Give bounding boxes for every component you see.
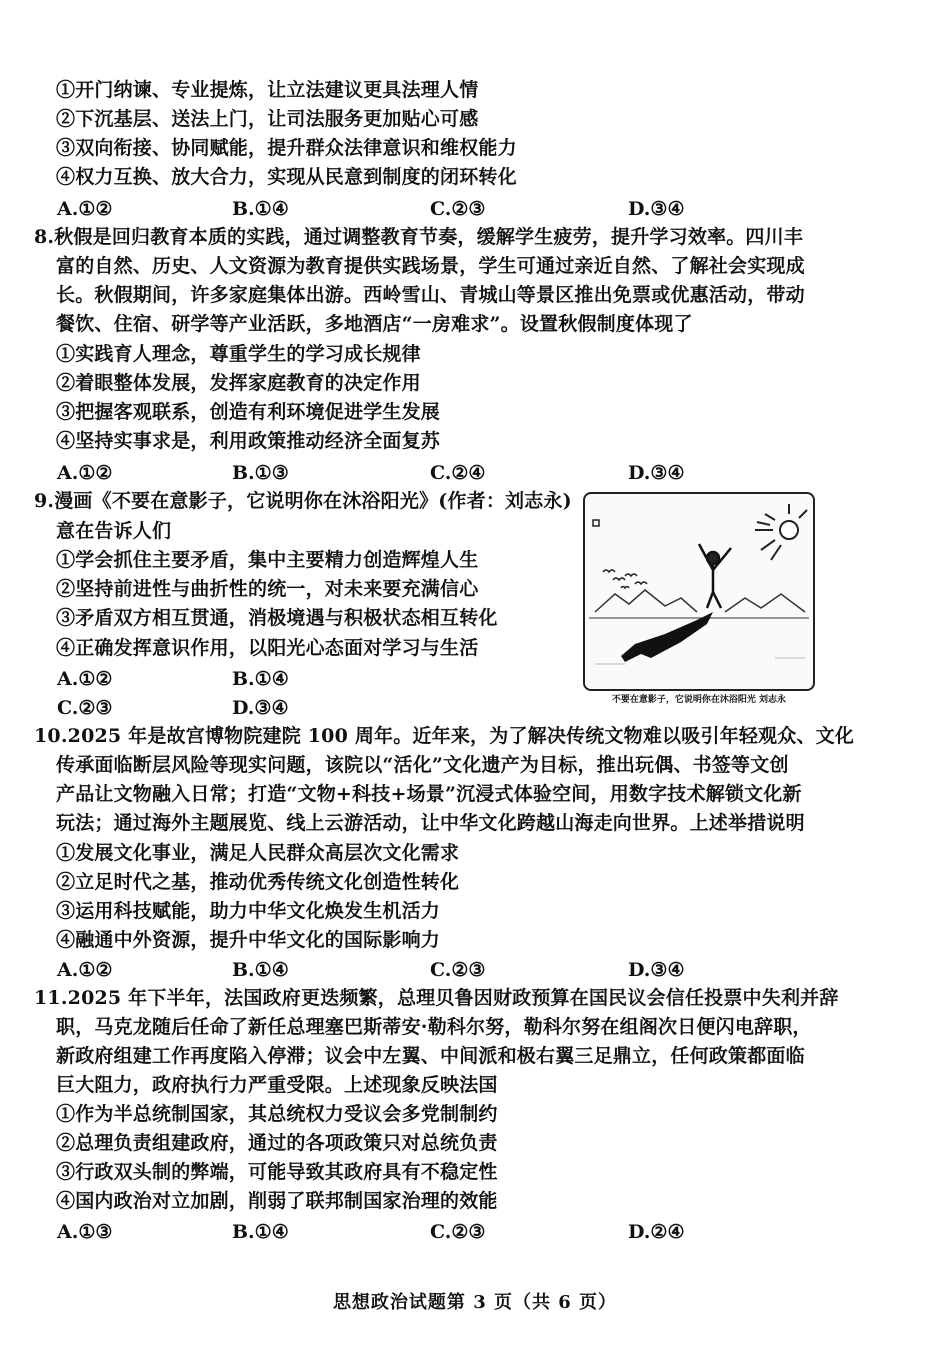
q10-statement-2: ②立足时代之基，推动优秀传统文化创造性转化 [56, 871, 460, 893]
q10-choice-d: D.③④ [628, 959, 685, 981]
q8-statement-2: ②着眼整体发展，发挥家庭教育的决定作用 [56, 372, 421, 394]
q7-statement-3: ③双向衔接、协同赋能，提升群众法律意识和维权能力 [56, 137, 517, 159]
q7-statement-2: ②下沉基层、送法上门，让司法服务更加贴心可感 [56, 108, 479, 130]
cartoon-drawing [585, 494, 813, 689]
q8-choice-b: B.①③ [232, 462, 289, 484]
q11-statement-1: ①作为半总统制国家，其总统权力受议会多党制制约 [56, 1103, 498, 1125]
q11-choice-c: C.②③ [430, 1221, 486, 1243]
q10-choice-a: A.①② [57, 959, 113, 981]
q10-statement-3: ③运用科技赋能，助力中华文化焕发生机活力 [56, 900, 441, 922]
birds-icon [603, 570, 647, 588]
person-figure-icon [699, 544, 731, 608]
q7-choice-b: B.①④ [232, 198, 289, 220]
q8-choice-d: D.③④ [628, 462, 685, 484]
q8-statement-3: ③把握客观联系，创造有利环境促进学生发展 [56, 401, 441, 423]
q10-statement-1: ①发展文化事业，满足人民群众高层次文化需求 [56, 842, 460, 864]
q9-statement-4: ④正确发挥意识作用，以阳光心态面对学习与生活 [56, 637, 479, 659]
q9-stem-line-2: 意在告诉人们 [56, 520, 172, 542]
q11-stem-line-2: 职，马克龙随后任命了新任总理塞巴斯蒂安·勒科尔努，勒科尔努在组阁次日便闪电辞职， [56, 1016, 812, 1038]
q10-statement-4: ④融通中外资源，提升中华文化的国际影响力 [56, 929, 441, 951]
q8-choice-c: C.②④ [430, 462, 486, 484]
q9-stem-line-1: 9.漫画《不要在意影子，它说明你在沐浴阳光》(作者：刘志永) [34, 490, 572, 512]
q11-choice-b: B.①④ [232, 1221, 289, 1243]
q7-choice-c: C.②③ [430, 198, 486, 220]
q10-stem-line-2: 传承面临断层风险等现实问题，该院以“活化”文化遗产为目标，推出玩偶、书签等文创 [56, 754, 789, 776]
q8-choice-a: A.①② [57, 462, 113, 484]
q9-choice-c: C.②③ [57, 697, 113, 719]
q9-statement-1: ①学会抓住主要矛盾，集中主要精力创造辉煌人生 [56, 549, 479, 571]
q9-statement-3: ③矛盾双方相互贯通，消极境遇与积极状态相互转化 [56, 607, 498, 629]
q10-choice-c: C.②③ [430, 959, 486, 981]
q10-stem-line-3: 产品让文物融入日常；打造“文物+科技+场景”沉浸式体验空间，用数字技术解锁文化新 [56, 783, 802, 805]
q10-stem-line-1: 10.2025 年是故宫博物院建院 100 周年。近年来，为了解决传统文物难以吸引年轻观众、文化 [34, 725, 855, 747]
q11-stem-line-4: 巨大阻力，政府执行力严重受限。上述现象反映法国 [56, 1074, 498, 1096]
q8-statement-4: ④坚持实事求是，利用政策推动经济全面复苏 [56, 430, 441, 452]
cartoon-illustration [583, 492, 815, 691]
mountains-icon [589, 590, 809, 618]
q7-statement-4: ④权力互换、放大合力，实现从民意到制度的闭环转化 [56, 166, 517, 188]
q7-statement-1: ①开门纳谏、专业提炼，让立法建议更具法理人情 [56, 79, 479, 101]
q8-statement-1: ①实践育人理念，尊重学生的学习成长规律 [56, 343, 421, 365]
q8-stem-line-1: 8.秋假是回归教育本质的实践，通过调整教育节奏，缓解学生疲劳，提升学习效率。四川丰 [34, 226, 804, 248]
q9-choice-a: A.①② [57, 668, 113, 690]
page-footer: 思想政治试题第 3 页（共 6 页） [332, 1292, 618, 1313]
q9-choice-b: B.①④ [232, 668, 289, 690]
q11-statement-4: ④国内政治对立加剧，削弱了联邦制国家治理的效能 [56, 1190, 498, 1212]
q11-choice-a: A.①③ [57, 1221, 113, 1243]
q9-choice-d: D.③④ [232, 697, 289, 719]
q11-statement-3: ③行政双头制的弊端，可能导致其政府具有不稳定性 [56, 1161, 498, 1183]
q11-choice-d: D.②④ [628, 1221, 685, 1243]
shadow-icon [621, 612, 713, 662]
q10-stem-line-4: 玩法；通过海外主题展览、线上云游活动，让中华文化跨越山海走向世界。上述举措说明 [56, 812, 805, 834]
q8-stem-line-3: 长。秋假期间，许多家庭集体出游。西岭雪山、青城山等景区推出免票或优惠活动，带动 [56, 284, 805, 306]
q11-statement-2: ②总理负责组建政府，通过的各项政策只对总统负责 [56, 1132, 498, 1154]
q7-choice-d: D.③④ [628, 198, 685, 220]
q8-stem-line-4: 餐饮、住宿、研学等产业活跃，多地酒店“一房难求”。设置秋假制度体现了 [56, 313, 693, 335]
q11-stem-line-1: 11.2025 年下半年，法国政府更迭频繁，总理贝鲁因财政预算在国民议会信任投票中失利并辞 [34, 987, 839, 1009]
corner-mark-icon [593, 520, 599, 526]
q9-statement-2: ②坚持前进性与曲折性的统一，对未来要充满信心 [56, 578, 479, 600]
sun-icon [755, 504, 807, 560]
q10-choice-b: B.①④ [232, 959, 289, 981]
q8-stem-line-2: 富的自然、历史、人文资源为教育提供实践场景，学生可通过亲近自然、了解社会实现成 [56, 255, 805, 277]
cartoon-caption: 不要在意影子，它说明你在沐浴阳光 刘志永 [611, 695, 787, 705]
q7-choice-a: A.①② [57, 198, 113, 220]
q11-stem-line-3: 新政府组建工作再度陷入停滞；议会中左翼、中间派和极右翼三足鼎立，任何政策都面临 [56, 1045, 805, 1067]
